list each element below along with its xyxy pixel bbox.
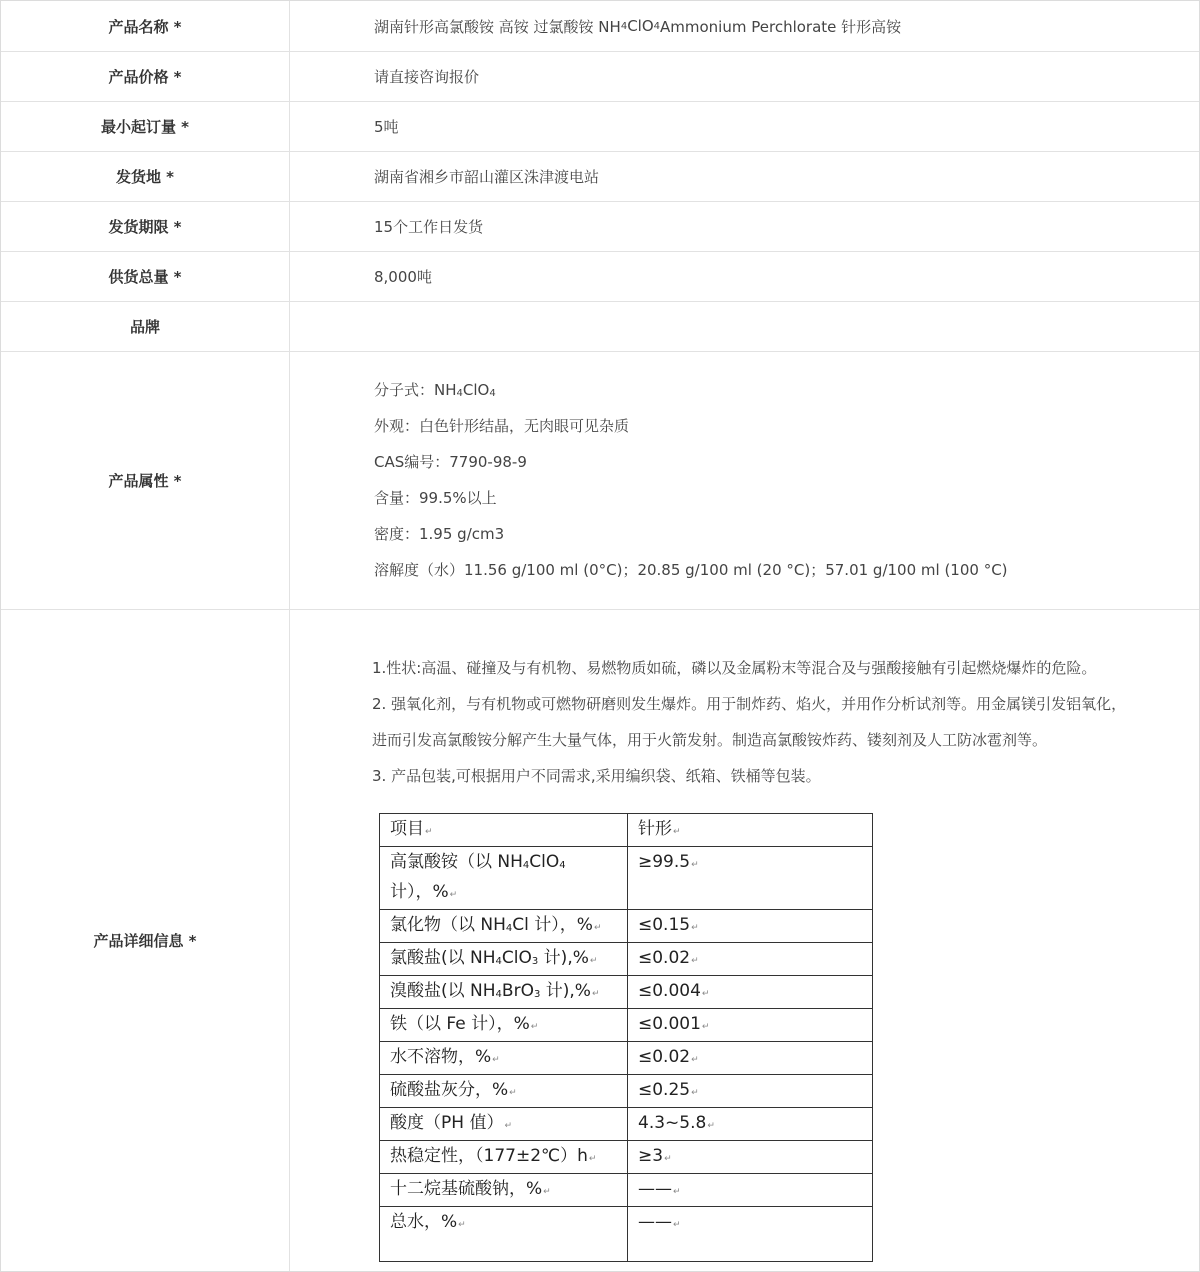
- spec-value: ≤0.25↵: [628, 1075, 873, 1108]
- spec-value: ≤0.001↵: [628, 1009, 873, 1042]
- detail-paragraph: 2. 强氧化剂，与有机物或可燃物研磨则发生爆炸。用于制炸药、焰火，并用作分析试剂等。用金属镁引发铝氧化，: [372, 695, 1127, 713]
- attribute-cas: CAS编号：7790-98-9: [374, 453, 527, 471]
- attribute-solubility: 溶解度（水）11.56 g/100 ml (0°C)；20.85 g/100 ml (20 °C)；57.01 g/100 ml (100 °C): [374, 561, 1008, 579]
- spec-item: 氯酸盐(以 NH4ClO3 计),%↵: [380, 943, 628, 976]
- spec-value: ≥3↵: [628, 1141, 873, 1174]
- attribute-density: 密度：1.95 g/cm3: [374, 525, 505, 543]
- value-delivery-time: 15个工作日发货: [374, 218, 484, 236]
- row-price: [1, 52, 1199, 102]
- label-supply-total: 供货总量 *: [1, 252, 290, 301]
- spec-item: 总水，%↵: [380, 1207, 628, 1262]
- row-min-order: [1, 102, 1199, 152]
- label-min-order: 最小起订量 *: [1, 102, 290, 151]
- spec-value: ≤0.15↵: [628, 910, 873, 943]
- spec-item: 硫酸盐灰分，%↵: [380, 1075, 628, 1108]
- value-min-order: 5吨: [374, 118, 399, 136]
- spec-item: 十二烷基硫酸钠，%↵: [380, 1174, 628, 1207]
- spec-value: ≤0.02↵: [628, 1042, 873, 1075]
- spec-item: 热稳定性，（177±2℃）h↵: [380, 1141, 628, 1174]
- label-ship-from: 发货地 *: [1, 152, 290, 201]
- detail-description: [372, 650, 1192, 794]
- spec-value: ——↵: [628, 1207, 873, 1262]
- value-price: 请直接咨询报价: [374, 68, 480, 86]
- label-attributes: 产品属性 *: [1, 352, 290, 609]
- row-ship-from: [1, 152, 1199, 202]
- attribute-formula: 分子式：NH4ClO4: [374, 381, 496, 399]
- detail-paragraph: 3. 产品包装,可根据用户不同需求,采用编织袋、纸箱、铁桶等包装。: [372, 767, 821, 785]
- spec-value: ≥99.5↵: [628, 847, 873, 910]
- spec-row: [380, 1207, 873, 1262]
- value-supply-total: 8,000吨: [374, 268, 432, 286]
- spec-header-item: 项目↵: [380, 814, 628, 847]
- attribute-appearance: 外观：白色针形结晶，无肉眼可见杂质: [374, 417, 630, 435]
- spec-row: [380, 847, 873, 910]
- label-brand: 品牌: [1, 302, 290, 351]
- spec-value: ≤0.02↵: [628, 943, 873, 976]
- row-product-name: [1, 1, 1199, 52]
- spec-header-value: 针形↵: [628, 814, 873, 847]
- value-product-name: 湖南针形高氯酸铵 高铵 过氯酸铵 NH 4 ClO 4 Ammonium Perchlorate 针形高铵: [374, 17, 902, 36]
- spec-value: 4.3~5.8↵: [628, 1108, 873, 1141]
- row-details: [1, 610, 1199, 1271]
- attribute-content: 含量：99.5%以上: [374, 489, 497, 507]
- spec-row: [380, 1174, 873, 1207]
- spec-header-row: [380, 814, 873, 847]
- attribute-list: [374, 380, 1008, 596]
- row-delivery-time: [1, 202, 1199, 252]
- spec-row: [380, 1009, 873, 1042]
- spec-row: [380, 1141, 873, 1174]
- spec-item: 铁（以 Fe 计），%↵: [380, 1009, 628, 1042]
- spec-row: [380, 1042, 873, 1075]
- row-brand: [1, 302, 1199, 352]
- detail-paragraph: 进而引发高氯酸铵分解产生大量气体，用于火箭发射。制造高氯酸铵炸药、镂刻剂及人工防冰雹剂等。: [372, 731, 1048, 749]
- value-ship-from: 湖南省湘乡市韶山灌区洙津渡电站: [374, 168, 600, 186]
- spec-item: 水不溶物，%↵: [380, 1042, 628, 1075]
- label-product-name: 产品名称 *: [1, 1, 290, 51]
- spec-row: [380, 976, 873, 1009]
- detail-paragraph: 1.性状:高温、碰撞及与有机物、易燃物质如硫，磷以及金属粉末等混合及与强酸接触有引起燃烧爆炸的危险。: [372, 659, 1097, 677]
- spec-item: 氯化物（以 NH4Cl 计），%↵: [380, 910, 628, 943]
- spec-table: [379, 813, 873, 1262]
- label-details: 产品详细信息 *: [1, 610, 290, 1271]
- label-price: 产品价格 *: [1, 52, 290, 101]
- spec-item: 高氯酸铵（以 NH4ClO4 计），%↵: [380, 847, 628, 910]
- row-supply-total: [1, 252, 1199, 302]
- spec-value: ≤0.004↵: [628, 976, 873, 1009]
- spec-item: 酸度（PH 值）↵: [380, 1108, 628, 1141]
- spec-row: [380, 943, 873, 976]
- spec-row: [380, 1075, 873, 1108]
- spec-row: [380, 910, 873, 943]
- spec-item: 溴酸盐(以 NH4BrO3 计),%↵: [380, 976, 628, 1009]
- spec-value: ——↵: [628, 1174, 873, 1207]
- row-attributes: [1, 352, 1199, 610]
- spec-row: [380, 1108, 873, 1141]
- value-brand: [374, 302, 1179, 351]
- label-delivery-time: 发货期限 *: [1, 202, 290, 251]
